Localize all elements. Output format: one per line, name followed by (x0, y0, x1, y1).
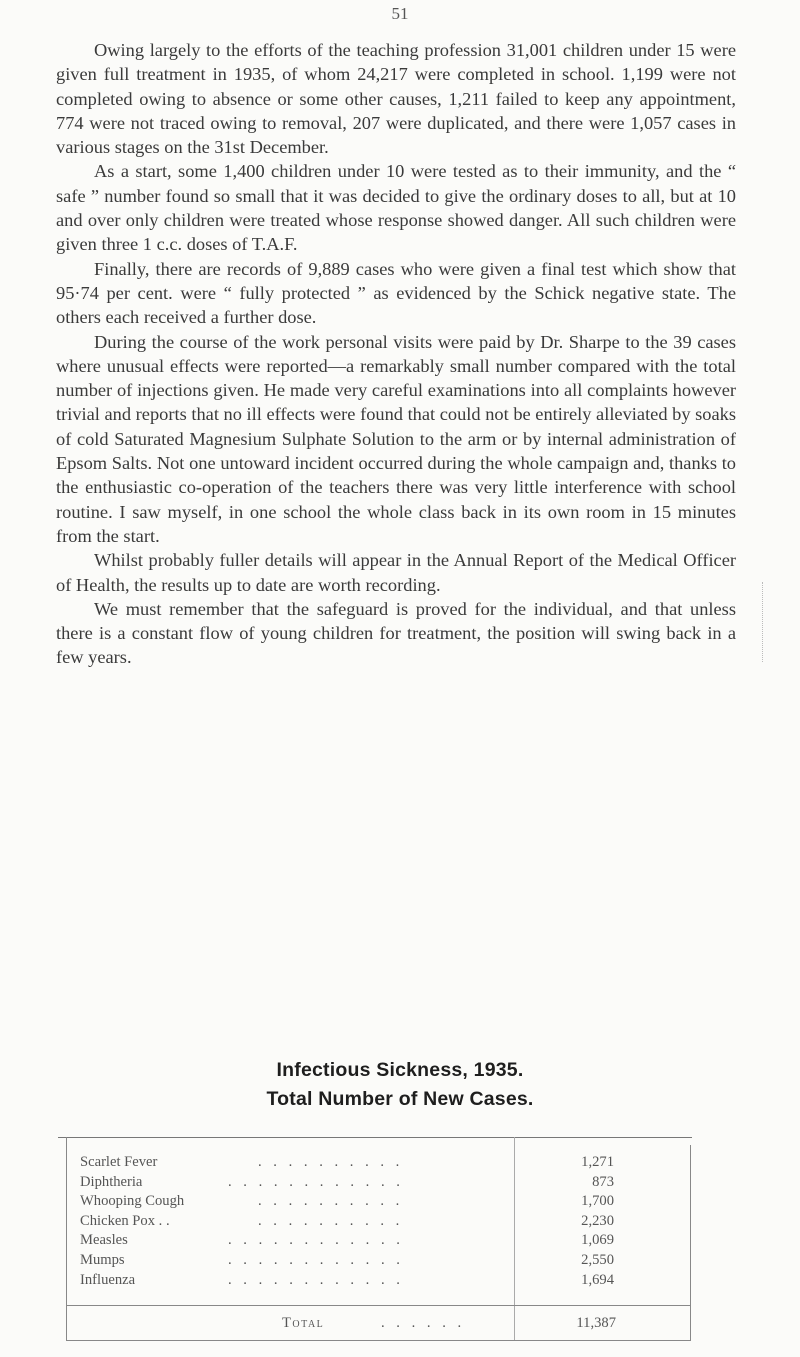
table-row (58, 1174, 692, 1194)
table-row (58, 1272, 692, 1292)
case-count: 2,230 (581, 1212, 614, 1229)
dot-leader: . . . . . . . . . . . . (228, 1173, 404, 1190)
disease-name: Scarlet Fever (80, 1154, 158, 1170)
paragraph-annual-report: Whilst probably fuller details will appear in the Annual Report of the Medical Officer of Health, the results up to date are worth recording. (56, 550, 736, 595)
case-count: 1,069 (581, 1232, 614, 1249)
disease-name: Influenza (80, 1271, 136, 1288)
case-count: 1,700 (581, 1193, 614, 1210)
paragraph-treatment-numbers: Owing largely to the efforts of the teaching profession 31,001 children under 15 were given full treatment in 1935, of whom 24,217 were completed in school. 1,199 were not completed owing to absence or some other causes, 1,211 failed to keep any appointment, 774 were not traced owing to removal, 207 were duplicated, and there were 1,057 cases in various stages on the 31st December. (56, 40, 736, 158)
disease-name: Measles (80, 1232, 128, 1249)
table-body (58, 1154, 692, 1291)
disease-name: Chicken Pox . . (80, 1212, 170, 1229)
table-bottom-rule (66, 1340, 690, 1341)
dot-leader: . . . . . . (381, 1315, 466, 1331)
total-label: Total (282, 1315, 325, 1331)
margin-mark (762, 582, 783, 662)
dot-leader: . . . . . . . . . . . . (228, 1232, 404, 1249)
table-subtitle: Total Number of New Cases. (266, 1088, 534, 1110)
dot-leader: . . . . . . . . . . . . (228, 1251, 404, 1268)
table-title: Infectious Sickness, 1935. (276, 1059, 524, 1081)
case-count: 1,271 (581, 1154, 614, 1170)
paragraph-personal-visits: During the course of the work personal visits were paid by Dr. Sharpe to the 39 cases where unusual effects were reported—a remarkably small number compared with the total number of injections given. He made very careful examinations into all complaints however trivial and reports that no ill effects were found that could not be entirely alleviated by soaks of cold Saturated Magnesium Sulphate Solution to the arm or by internal administration of Epsom Salts. Not one untoward incident occurred during the whole campaign and, thanks to the enthusiastic co-operation of the teachers there was very little interference with school routine. I saw myself, in one school the whole class back in its own room in 15 minutes from the start. (56, 331, 736, 546)
infectious-sickness-table (58, 1137, 692, 1342)
table-top-rule (58, 1137, 692, 1138)
dot-leader: . . . . . . . . . . (258, 1154, 404, 1170)
paragraph-immunity-testing: As a start, some 1,400 children under 10 were tested as to their immunity, and the “ safe ” number found so small that it was decided to give the ordinary doses to all, but at 10 and over only children were treated whose response showed danger. All such children were given three 1 c.c. doses of T.A.F. (56, 161, 736, 255)
disease-name: Mumps (80, 1251, 125, 1268)
paragraph-safeguard: We must remember that the safeguard is proved for the individual, and that unless there is a constant flow of young children for treatment, the position will swing back in a few years. (56, 598, 736, 668)
page-number: 51 (391, 4, 409, 23)
table-row (58, 1154, 692, 1174)
case-count: 2,550 (581, 1251, 614, 1268)
dot-leader: . . . . . . . . . . . . (228, 1271, 404, 1288)
table-row (58, 1213, 692, 1233)
case-count: 1,694 (581, 1271, 614, 1288)
total-count: 11,387 (576, 1315, 616, 1331)
table-total-rule (66, 1305, 690, 1306)
table-row (58, 1193, 692, 1213)
disease-name: Diphtheria (80, 1173, 143, 1190)
body-text (56, 38, 736, 670)
paragraph-final-test: Finally, there are records of 9,889 cases who were given a final test which show that 95·74 per cent. were “ fully protected ” as evidenced by the Schick negative state. The others each received a further dose. (56, 258, 736, 328)
dot-leader: . . . . . . . . . . (258, 1212, 404, 1229)
case-count: 873 (592, 1173, 614, 1190)
table-row (58, 1232, 692, 1252)
dot-leader: . . . . . . . . . . (258, 1193, 404, 1210)
disease-name: Whooping Cough (80, 1193, 185, 1210)
table-row (58, 1252, 692, 1272)
